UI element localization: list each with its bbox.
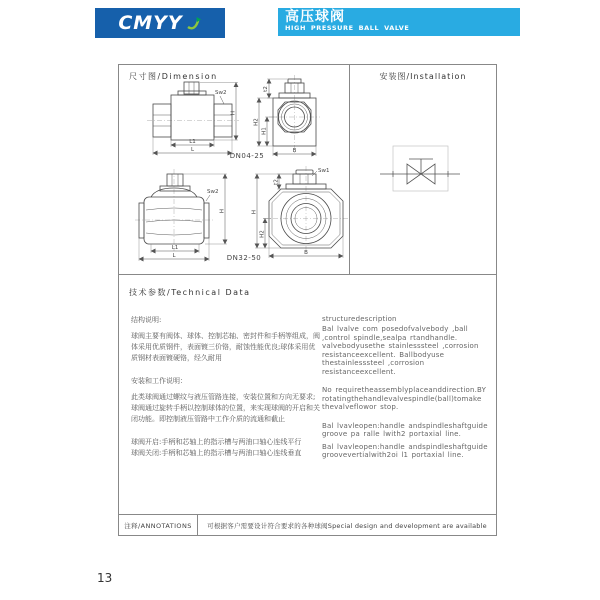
annotation-text: 可根据客户需要设计符合要求的各种球阀Special design and development are available — [207, 522, 487, 530]
technical-title: 技术参数/Technical Data — [129, 288, 251, 297]
dim-label-h2: H2 — [259, 230, 266, 238]
install-body-en: No requiretheassemblyplaceanddirection.BY rotatingthehandlevalvespindle(ball)tomake thevalveflowor stop. — [322, 386, 487, 411]
ball-valve-schematic-symbol — [375, 140, 490, 200]
dim-label-l1: L1 — [171, 245, 179, 251]
valve-open-line-en: Bal lvavleopen:handle andspindleshaftguide groove pa ralle lwith2 portaxial line. — [322, 421, 488, 438]
dim-label-sw2: Sw2 — [215, 90, 227, 96]
structure-body-zh: 球阀主要有阀体、球体、控制芯轴、密封件和手柄等组成，阀体采用优质钢件，表面镀三价铬，耐蚀性能优良;球体采用优质钢材表面镀硬铬，经久耐用 — [131, 332, 320, 362]
technical-column-en — [322, 315, 492, 470]
dim-label-l: L — [190, 147, 195, 153]
valve-open-line-zh: 球阀开启:手柄和芯轴上的指示槽与两油口轴心连线平行 — [131, 438, 302, 446]
dim-label-sw1: Sw1 — [318, 168, 330, 174]
dim-label-l: L — [172, 253, 176, 259]
valve-close-line-en: Bal lvavleopen:handle andspindleshaftguide groovevertialwith2oi l1 portaxial line. — [322, 442, 488, 459]
structure-heading-zh: 结构说明: — [131, 316, 162, 324]
content-frame — [118, 64, 497, 536]
page-number: 13 — [97, 571, 113, 585]
installation-title: 安装图/Installation — [379, 72, 467, 81]
technical-column-zh — [131, 315, 321, 459]
drawing-front-view-dn04-25 — [254, 75, 321, 156]
install-body-zh: 此类球阀通过螺纹与液压管路连接，安装位置和方向无要求;球阀通过旋转手柄以控制球体的位置，来实现球阀的开启和关闭功能。即控制液压管路中工作介质的流通和截止 — [131, 393, 320, 423]
dim-label-b: B — [292, 148, 297, 154]
drawing-side-view-dn04-25 — [147, 82, 239, 155]
banner-title-en: HIGH PRESSURE BALL VALVE — [285, 24, 410, 32]
drawing-side-view-dn32-50 — [135, 169, 227, 261]
dim-label-l1: L1 — [189, 139, 196, 145]
drawing-caption-dn04-25: DN04-25 — [229, 152, 265, 160]
annotation-label: 注释/ANNOTATIONS — [119, 515, 198, 536]
install-heading-zh: 安装和工作说明： — [131, 377, 187, 385]
dim-label-h: H — [219, 208, 226, 214]
dim-label-h: H — [251, 209, 258, 215]
dimension-title: 尺寸图/Dimension — [129, 72, 218, 81]
logo-text: CMYY — [118, 12, 183, 34]
dim-label-sw2: Sw2 — [207, 189, 219, 195]
dim-label-h: H — [230, 110, 237, 116]
dim-label-t2: t2 — [263, 86, 269, 92]
company-logo — [95, 8, 225, 38]
structure-heading-en: structuredescription — [322, 315, 397, 323]
valve-dimension-drawings — [119, 65, 349, 274]
dim-label-h1: H1 — [261, 127, 268, 135]
drawing-front-view-dn32-50 — [252, 166, 350, 258]
annotation-bar — [119, 514, 496, 536]
dim-label-t2: t2 — [273, 179, 280, 185]
valve-close-line-zh: 球阀关闭:手柄和芯轴上的指示槽与两油口轴心连线垂直 — [131, 449, 302, 457]
leaf-swoosh-icon — [186, 15, 202, 31]
installation-section — [350, 65, 496, 275]
dim-label-b: B — [304, 250, 308, 256]
page-banner — [278, 8, 520, 36]
banner-title-zh: 高压球阀 — [285, 9, 345, 25]
dim-label-h2: H2 — [253, 118, 260, 126]
dimension-section — [119, 65, 350, 275]
drawing-caption-dn32-50: DN32-50 — [226, 254, 262, 262]
structure-body-en: Bal lvalve com posedofvalvebody ,ball ,control spindle,sealpa rtandhandle. valvebodyusethe stainlesssteel ,corrosion resistanceexcellent. Ballbodyuse thestainlesssteel ,corrosion resistanceexcellent. — [322, 325, 479, 376]
